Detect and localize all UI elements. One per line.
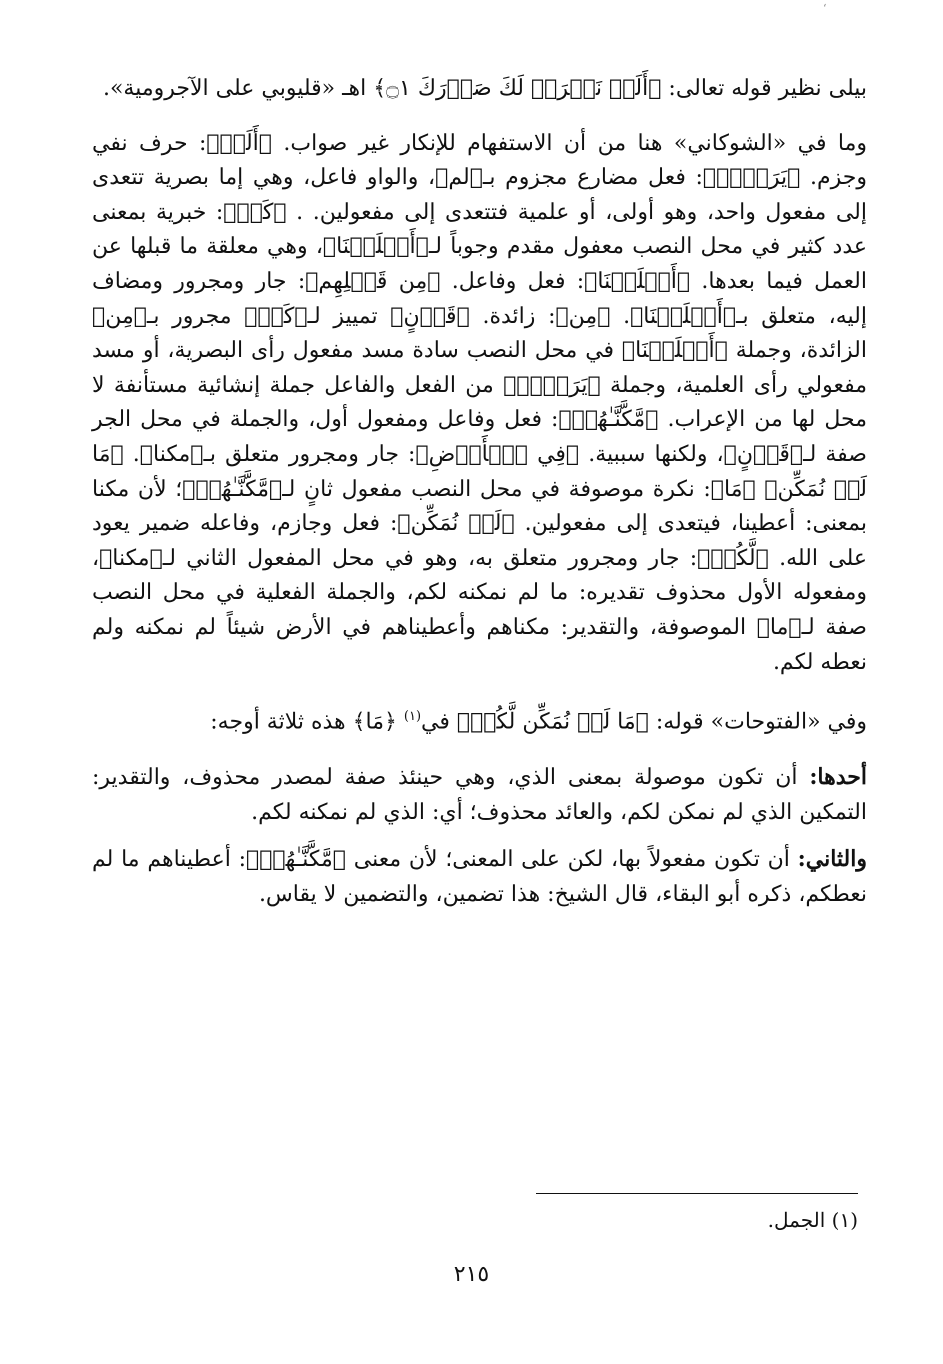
page-number: ٢١٥ [453,1262,490,1287]
paragraph-2: وما في «الشوكاني» هنا من أن الاستفهام للإنكار غير صواب. ﴿أَلَمۡ﴾: حرف نفي وجزم. ﴿يَرَوۡا۟﴾: فعل مضارع مجزوم بـ﴿لم﴾، والواو فاعل، وهي إما بصرية تتعدى إلى مفعول واحد، وهو أولى، أو علمية فتتعدى إلى مفعولين. . ﴿كَمۡ﴾: خبرية بمعنى عدد كثير في محل النصب معفول مقدم وجوباً لـ﴿أَهۡلَكۡنَا﴾، وهي معلقة ما قبلها عن العمل فيما بعدها. ﴿أَهۡلَكۡنَا﴾: فعل وفاعل. ﴿مِن قَبۡلِهِم﴾: جار ومجرور ومضاف إليه، متعلق بـ﴿أَهۡلَكۡنَا﴾. ﴿مِن﴾: زائدة. ﴿قَرۡنٍ﴾ تمييز لـ﴿كَمۡ﴾ مجرور بـ﴿مِن﴾ الزائدة، وجملة ﴿أَهۡلَكۡنَا﴾ في محل النصب سادة مسد مفعول رأى البصرية، أو مسد مفعولي رأى العلمية، وجملة ﴿يَرَوۡا۟﴾ من الفعل والفاعل جملة إنشائية مستأنفة لا محل لها من الإعراب. ﴿مَّكَّنَّـٰهُمۡ﴾: فعل وفاعل ومفعول أول، والجملة في محل الجر صفة لـ﴿قَرۡنٍ﴾، ولكنها سببية. ﴿فِي ٱلۡأَرۡضِ﴾: جار ومجرور متعلق بـ﴿مكنا﴾. ﴿مَا لَمۡ نُمَكِّن﴾ ﴿مَا﴾: نكرة موصوفة في محل النصب مفعول ثانٍ لـ﴿مَّكَّنَّـٰهُمۡ﴾؛ لأن مكنا بمعنى: أعطينا، فيتعدى إلى مفعولين. ﴿لَمۡ نُمَكِّن﴾: فعل وجازم، وفاعله ضمير يعود على الله. ﴿لَّكُمۡ﴾: جار ومجرور متعلق به، وهو في محل المفعول الثاني لـ﴿مكنا﴾، ومفعوله الأول محذوف تقديره: ما لم نمكنه لكم، والجملة الفعلية في محل النصب صفة لـ﴿ما﴾ الموصوفة، والتقدير: مكناهم وأعطيناهم في الأرض شيئاً لم نمكنه ولم نعطه لكم. [92,130,867,675]
paragraph-second-option [92,842,867,912]
page-body [92,72,867,912]
footnote-divider [536,1193,858,1194]
first-option-text: أن تكون موصولة بمعنى الذي، وهي حينئذ صفة لمصدر محذوف، والتقدير: التمكين الذي لم نمكن لكم، والعائد محذوف؛ أي: الذي لم نمكنه لكم. [92,765,867,825]
scan-mark: ʻ [823,2,827,15]
second-option-lead: والثاني: [797,846,867,873]
paragraph-1: بيلى نظير قوله تعالى: ﴿أَلَمۡ نَشۡرَحۡ لَكَ صَدۡرَكَ ۝١﴾ اهـ «قليوبي على الآجرومية». [102,76,867,101]
paragraph-first-option [92,760,867,830]
first-option-lead: أحدها: [809,764,867,791]
footnote-marker: (١) [403,709,422,725]
paragraph-3-start: وفي «الفتوحات» قوله: ﴿مَا لَمۡ نُمَكِّن لَّكُمۡ﴾ في [421,709,867,735]
paragraph-3 [92,700,867,740]
footnote: (١) الجمل. [767,1208,858,1232]
paragraph-3-end: ﴿مَا﴾ هذه ثلاثة أوجه: [210,709,397,735]
second-option-text: أن تكون مفعولاً بها، لكن على المعنى؛ لأن معنى ﴿مَّكَّنَّـٰهُمۡ﴾: أعطيناهم ما لم نعطكم، ذكره أبو البقاء، قال الشيخ: هذا تضمين، والتضمين لا يقاس. [92,847,867,907]
